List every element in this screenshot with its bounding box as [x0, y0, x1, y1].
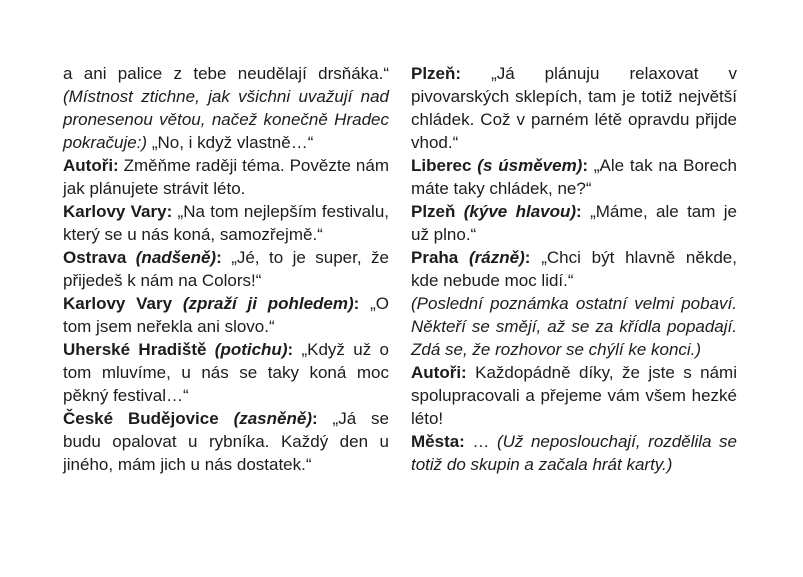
speaker-colon: :: [353, 294, 360, 313]
dialogue-praha: [411, 246, 737, 292]
dialogue-text: „Já se budu opalovat u rybníka. Každý den u jiného, mám jich u nás dostatek.“: [63, 409, 389, 474]
speaker-direction: (kýve hlavou): [455, 202, 577, 221]
dialogue-autori: [63, 154, 389, 200]
dialogue-text: „No, i když vlastně…“: [147, 133, 314, 152]
speaker-direction: (rázně): [458, 248, 525, 267]
dialogue-mesta: [411, 430, 737, 476]
left-column: [63, 62, 389, 476]
speaker-name: Autoři:: [63, 156, 119, 175]
speaker-colon: :: [524, 248, 531, 267]
speaker-name: Plzeň:: [411, 64, 462, 83]
speaker-name: Ostrava: [63, 248, 127, 267]
speaker-name: Liberec: [411, 156, 472, 175]
speaker-colon: :: [216, 248, 222, 267]
dialogue-text: „Ale tak na Borech máte taky chládek, ne?“: [411, 156, 737, 198]
speaker-direction: (potichu): [206, 340, 288, 359]
speaker-name: Praha: [411, 248, 459, 267]
dialogue-uherske-hradiste: [63, 338, 389, 407]
stage-direction: (Poslední poznámka ostatní velmi pobaví. Někteří se smějí, až se za křídla popadají. Zdá se, že rozhovor se chýlí ke konci.): [411, 294, 737, 359]
speaker-colon: :: [166, 202, 173, 221]
dialogue-text: „O tom jsem neřekla ani slovo.“: [63, 294, 390, 336]
dialogue-text: „Chci být hlavně někde, kde nebude moc lidí.“: [411, 248, 737, 290]
dialogue-text: a ani palice z tebe neudělají drsňáka.“: [63, 64, 389, 83]
dialogue-text: „Máme, ale tam je už plno.“: [411, 202, 738, 244]
stage-direction-paragraph: [63, 85, 389, 154]
dialogue-text: Každopádně díky, že jste s námi spolupracovali a přejeme vám všem hezké léto!: [411, 363, 737, 428]
dialogue-ostrava: [63, 246, 389, 292]
stage-direction: (Místnost ztichne, jak všichni uvažují nad pronesenou větou, načež konečně Hradec pokračuje:): [63, 87, 389, 152]
speaker-colon: :: [287, 340, 294, 359]
speaker-direction: (zasněně): [218, 409, 312, 428]
speaker-name: České Budějovice: [63, 409, 219, 428]
dialogue-ceske-budejovice: [63, 407, 389, 476]
dialogue-text: „Jé, to je super, že přijedeš k nám na Colors!“: [63, 248, 389, 290]
dialogue-plzen-1: [411, 62, 737, 154]
speaker-colon: :: [311, 409, 318, 428]
right-column: [411, 62, 737, 476]
dialogue-karlovy-vary-2: [63, 292, 389, 338]
speaker-colon: :: [576, 202, 582, 221]
paragraph-continuation: [63, 62, 389, 85]
dialogue-text: „Na tom nejlepším festivalu, který se u nás koná, samozřejmě.“: [63, 202, 390, 244]
stage-direction: (Už neposlouchají, rozdělila se totiž do skupin a začala hrát karty.): [411, 432, 737, 474]
dialogue-text: Změňme raději téma. Povězte nám jak plánujete strávit léto.: [63, 156, 389, 198]
speaker-name: Města:: [411, 432, 465, 451]
dialogue-text: …: [464, 432, 497, 451]
speaker-colon: :: [582, 156, 589, 175]
dialogue-plzen-2: [411, 200, 737, 246]
dialogue-autori-2: [411, 361, 737, 430]
speaker-name: Karlovy Vary: [63, 202, 167, 221]
speaker-name: Autoři:: [411, 363, 467, 382]
dialogue-liberec: [411, 154, 737, 200]
dialogue-text: „Když už o tom mluvíme, u nás se taky koná moc pěkný festival…“: [63, 340, 389, 405]
speaker-direction: (zpraží ji pohledem): [172, 294, 354, 313]
stage-direction-paragraph: [411, 292, 737, 361]
speaker-direction: (nadšeně): [126, 248, 217, 267]
speaker-name: Uherské Hradiště: [63, 340, 207, 359]
dialogue-karlovy-vary-1: [63, 200, 389, 246]
speaker-name: Plzeň: [411, 202, 456, 221]
dialogue-text: „Já plánuju relaxovat v pivovarských sklepích, tam je totiž největší chládek. Což v parném létě opravdu přijde vhod.“: [411, 64, 737, 152]
speaker-name: Karlovy Vary: [63, 294, 173, 313]
speaker-direction: (s úsměvem): [471, 156, 583, 175]
